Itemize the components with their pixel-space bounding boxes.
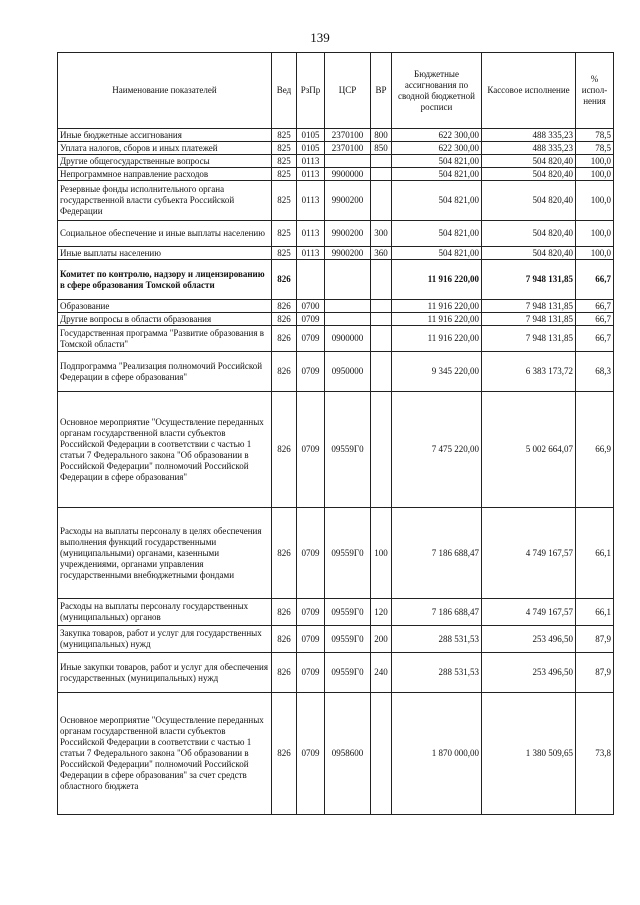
cell-assign: 622 300,00 [392,129,482,142]
header-row [58,53,614,129]
cell-pct: 100,0 [576,221,614,247]
cell-ved: 825 [272,155,297,168]
cell-cash: 7 948 131,85 [482,313,576,326]
cell-ved: 826 [272,313,297,326]
cell-name: Иные выплаты населению [58,247,272,260]
cell-rzpr: 0709 [297,326,325,352]
cell-name: Комитет по контролю, надзору и лицензированию в сфере образования Томской области [58,260,272,300]
cell-rzpr: 0709 [297,313,325,326]
cell-cash: 253 496,50 [482,626,576,653]
cell-vr [371,392,392,508]
cell-csr: 2370100 [325,142,371,155]
cell-vr: 120 [371,599,392,626]
table-row [58,392,614,508]
cell-assign: 11 916 220,00 [392,300,482,313]
cell-ved: 825 [272,181,297,221]
cell-csr: 09559Г0 [325,392,371,508]
cell-vr [371,352,392,392]
cell-name: Расходы на выплаты персоналу государственных (муниципальных) органов [58,599,272,626]
table-row [58,326,614,352]
cell-ved: 826 [272,352,297,392]
cell-rzpr: 0709 [297,653,325,693]
cell-csr: 0958600 [325,693,371,815]
table-row [58,508,614,599]
cell-cash: 504 820,40 [482,168,576,181]
header-ved: Вед [272,53,297,129]
cell-cash: 6 383 173,72 [482,352,576,392]
cell-csr: 9900200 [325,247,371,260]
cell-cash: 504 820,40 [482,155,576,168]
cell-assign: 11 916 220,00 [392,313,482,326]
cell-assign: 622 300,00 [392,142,482,155]
table-row [58,599,614,626]
cell-pct: 100,0 [576,155,614,168]
table-row [58,155,614,168]
cell-name: Государственная программа "Развитие образования в Томской области" [58,326,272,352]
cell-ved: 825 [272,142,297,155]
cell-vr [371,300,392,313]
cell-vr: 100 [371,508,392,599]
cell-pct: 68,3 [576,352,614,392]
cell-pct: 66,7 [576,326,614,352]
table-row [58,300,614,313]
cell-rzpr: 0113 [297,221,325,247]
cell-assign: 9 345 220,00 [392,352,482,392]
cell-assign: 7 186 688,47 [392,599,482,626]
cell-pct: 66,7 [576,313,614,326]
cell-name: Резервные фонды исполнительного органа государственной власти субъекта Российской Федерации [58,181,272,221]
cell-rzpr: 0709 [297,392,325,508]
table-row [58,653,614,693]
cell-ved: 826 [272,260,297,300]
cell-pct: 87,9 [576,653,614,693]
cell-vr: 800 [371,129,392,142]
header-rzpr: РзПр [297,53,325,129]
cell-ved: 825 [272,168,297,181]
cell-vr: 200 [371,626,392,653]
cell-assign: 504 821,00 [392,247,482,260]
cell-csr: 9900200 [325,221,371,247]
cell-assign: 504 821,00 [392,155,482,168]
cell-cash: 504 820,40 [482,181,576,221]
cell-assign: 504 821,00 [392,181,482,221]
cell-ved: 825 [272,221,297,247]
cell-cash: 4 749 167,57 [482,599,576,626]
cell-cash: 1 380 509,65 [482,693,576,815]
cell-cash: 7 948 131,85 [482,260,576,300]
cell-cash: 253 496,50 [482,653,576,693]
header-name: Наименование показателей [58,53,272,129]
cell-rzpr: 0709 [297,599,325,626]
cell-csr: 9900000 [325,168,371,181]
cell-name: Другие общегосударственные вопросы [58,155,272,168]
cell-ved: 826 [272,653,297,693]
cell-pct: 100,0 [576,168,614,181]
cell-vr [371,693,392,815]
cell-vr [371,313,392,326]
cell-name: Закупка товаров, работ и услуг для государственных (муниципальных) нужд [58,626,272,653]
cell-csr: 09559Г0 [325,626,371,653]
cell-name: Уплата налогов, сборов и иных платежей [58,142,272,155]
cell-ved: 825 [272,129,297,142]
cell-rzpr: 0709 [297,508,325,599]
cell-assign: 288 531,53 [392,626,482,653]
cell-csr: 2370100 [325,129,371,142]
cell-vr [371,326,392,352]
cell-csr: 0950000 [325,352,371,392]
cell-csr: 09559Г0 [325,599,371,626]
cell-vr [371,181,392,221]
cell-pct: 78,5 [576,129,614,142]
cell-pct: 66,7 [576,300,614,313]
cell-rzpr: 0700 [297,300,325,313]
cell-pct: 100,0 [576,247,614,260]
cell-pct: 78,5 [576,142,614,155]
cell-ved: 826 [272,626,297,653]
cell-pct: 87,9 [576,626,614,653]
cell-assign: 288 531,53 [392,653,482,693]
cell-name: Иные бюджетные ассигнования [58,129,272,142]
cell-vr [371,155,392,168]
cell-vr: 300 [371,221,392,247]
cell-ved: 826 [272,599,297,626]
table-row [58,142,614,155]
cell-rzpr: 0709 [297,626,325,653]
cell-vr: 360 [371,247,392,260]
cell-ved: 826 [272,508,297,599]
cell-assign: 11 916 220,00 [392,260,482,300]
header-assign: Бюджетные ассигнования по сводной бюджетной росписи [392,53,482,129]
cell-rzpr: 0105 [297,129,325,142]
cell-vr: 240 [371,653,392,693]
cell-rzpr: 0113 [297,155,325,168]
cell-rzpr: 0105 [297,142,325,155]
cell-vr [371,168,392,181]
cell-cash: 7 948 131,85 [482,300,576,313]
header-csr: ЦСР [325,53,371,129]
cell-name: Социальное обеспечение и иные выплаты населению [58,221,272,247]
cell-assign: 504 821,00 [392,168,482,181]
cell-ved: 826 [272,392,297,508]
cell-pct: 66,9 [576,392,614,508]
cell-rzpr: 0709 [297,352,325,392]
cell-csr [325,313,371,326]
cell-cash: 488 335,23 [482,142,576,155]
cell-csr [325,300,371,313]
cell-assign: 11 916 220,00 [392,326,482,352]
cell-cash: 504 820,40 [482,247,576,260]
cell-pct: 100,0 [576,181,614,221]
cell-csr: 9900200 [325,181,371,221]
cell-assign: 1 870 000,00 [392,693,482,815]
cell-csr [325,155,371,168]
cell-assign: 7 186 688,47 [392,508,482,599]
table-row [58,247,614,260]
header-vr: ВР [371,53,392,129]
cell-csr: 0900000 [325,326,371,352]
cell-rzpr: 0113 [297,168,325,181]
cell-rzpr: 0113 [297,181,325,221]
cell-name: Основное мероприятие "Осуществление переданных органам государственной власти субъектов Российской Федерации в соответствии с частью 1 статьи 7 Федерального закона "Об образовании в Российской Федерации" полномочий Российской Федерации в сфере образования" [58,392,272,508]
cell-rzpr [297,260,325,300]
cell-name: Основное мероприятие "Осуществление переданных органам государственной власти субъектов Российской Федерации в соответствии с частью 1 статьи 7 Федерального закона "Об образовании в Российской Федерации" полномочий Российской Федерации в сфере образования" за счет средств областного бюджета [58,693,272,815]
cell-pct: 66,1 [576,508,614,599]
cell-rzpr: 0709 [297,693,325,815]
cell-ved: 826 [272,326,297,352]
cell-assign: 7 475 220,00 [392,392,482,508]
cell-vr [371,260,392,300]
cell-rzpr: 0113 [297,247,325,260]
cell-pct: 66,1 [576,599,614,626]
cell-assign: 504 821,00 [392,221,482,247]
cell-csr: 09559Г0 [325,508,371,599]
cell-name: Образование [58,300,272,313]
table-row [58,181,614,221]
table-row [58,168,614,181]
cell-name: Иные закупки товаров, работ и услуг для обеспечения государственных (муниципальных) нужд [58,653,272,693]
cell-vr: 850 [371,142,392,155]
table-row [58,313,614,326]
cell-cash: 7 948 131,85 [482,326,576,352]
cell-cash: 488 335,23 [482,129,576,142]
header-pct: % испол-нения [576,53,614,129]
cell-pct: 73,8 [576,693,614,815]
table-row [58,693,614,815]
table-row [58,221,614,247]
cell-ved: 826 [272,300,297,313]
table-row [58,260,614,300]
cell-name: Подпрограмма "Реализация полномочий Российской Федерации в сфере образования" [58,352,272,392]
budget-table [57,52,614,815]
table-row [58,129,614,142]
cell-ved: 826 [272,693,297,815]
cell-csr: 09559Г0 [325,653,371,693]
cell-name: Расходы на выплаты персоналу в целях обеспечения выполнения функций государственными (муниципальными) органами, казенными учреждениями, органами управления государственными внебюджетными фондами [58,508,272,599]
cell-cash: 504 820,40 [482,221,576,247]
header-cash: Кассовое исполнение [482,53,576,129]
table-row [58,626,614,653]
cell-cash: 5 002 664,07 [482,392,576,508]
table-row [58,352,614,392]
cell-name: Другие вопросы в области образования [58,313,272,326]
page-number: 139 [310,30,330,45]
cell-csr [325,260,371,300]
cell-ved: 825 [272,247,297,260]
cell-cash: 4 749 167,57 [482,508,576,599]
cell-pct: 66,7 [576,260,614,300]
cell-name: Непрограммное направление расходов [58,168,272,181]
